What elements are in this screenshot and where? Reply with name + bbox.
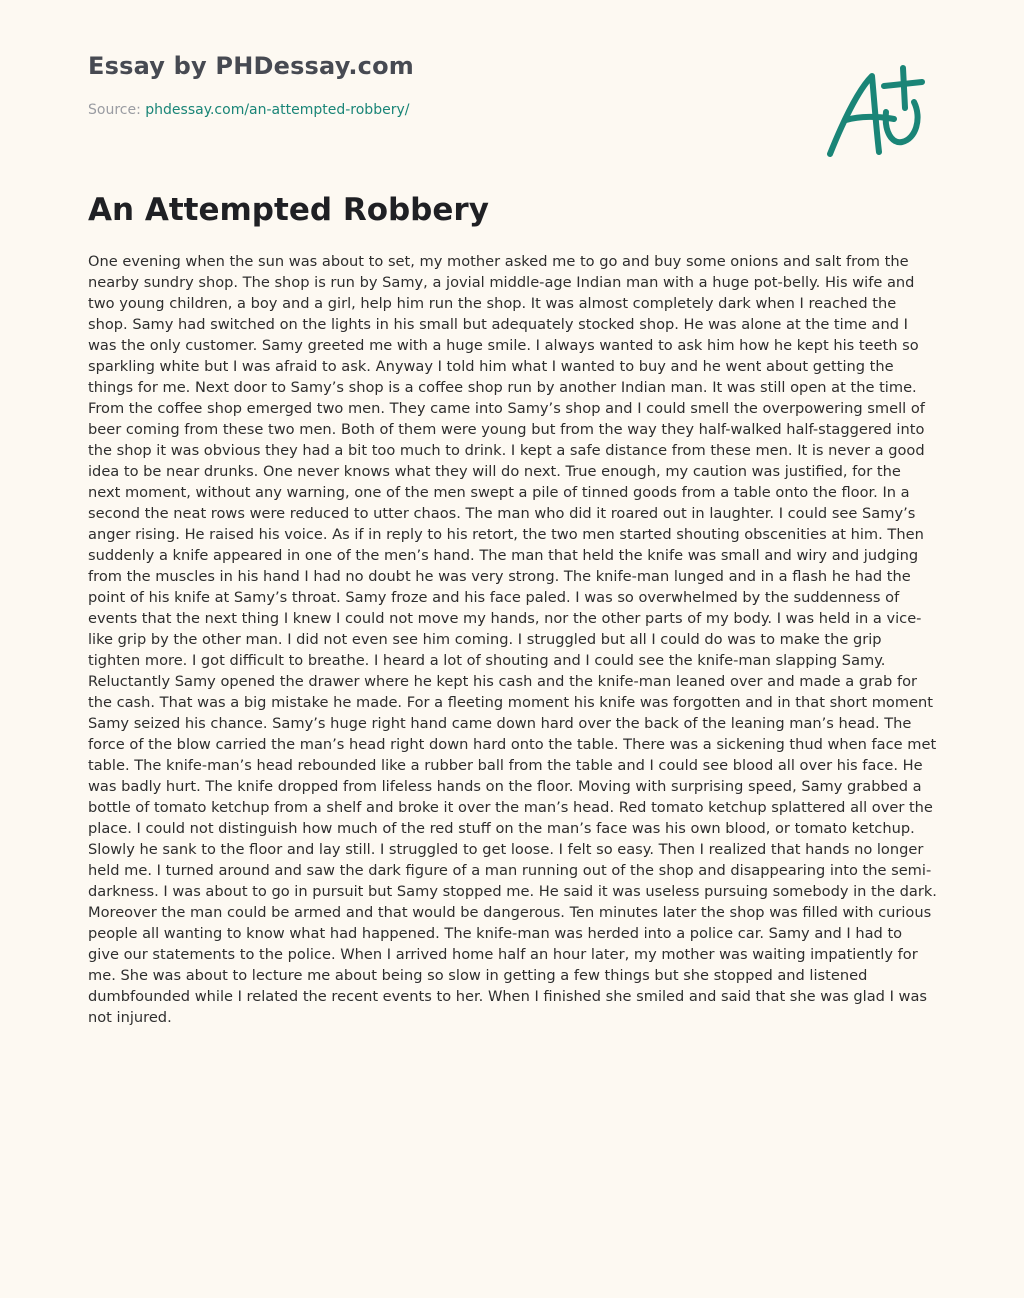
- essay-title: An Attempted Robbery: [88, 192, 489, 228]
- site-title: Essay by PHDessay.com: [88, 52, 414, 80]
- a-plus-logo-icon: [818, 62, 930, 162]
- source-line: [88, 100, 409, 120]
- source-link[interactable]: phdessay.com/an-attempted-robbery/: [145, 102, 410, 118]
- source-label: Source:: [88, 102, 146, 118]
- essay-body: One evening when the sun was about to set, my mother asked me to go and buy some onions and salt from the nearby sundry shop. The shop is run by Samy, a jovial middle-age Indian man with a huge pot-belly. His wife and two young children, a boy and a girl, help him run the shop. It was almost completely dark when I reached the shop. Samy had switched on the lights in his small but adequately stocked shop. He was alone at the time and I was the only customer. Samy greeted me with a huge smile. I always wanted to ask him how he kept his teeth so sparkling white but I was afraid to ask. Anyway I told him what I wanted to buy and he went about getting the things for me. Next door to Samy’s shop is a coffee shop run by another Indian man. It was still open at the time. From the coffee shop emerged two men. They came into Samy’s shop and I could smell the overpowering smell of beer coming from these two men. Both of them were young but from the way they half-walked half-staggered into the shop it was obvious they had a bit too much to drink. I kept a safe distance from these men. It is never a good idea to be near drunks. One never knows what they will do next. True enough, my caution was justified, for the next moment, without any warning, one of the men swept a pile of tinned goods from a table onto the floor. In a second the neat rows were reduced to utter chaos. The man who did it roared out in laughter. I could see Samy’s anger rising. He raised his voice. As if in reply to his retort, the two men started shouting obscenities at him. Then suddenly a knife appeared in one of the men’s hand. The man that held the knife was small and wiry and judging from the muscles in his hand I had no doubt he was very strong. The knife-man lunged and in a flash he had the point of his knife at Samy’s throat. Samy froze and his face paled. I was so overwhelmed by the suddenness of events that the next thing I knew I could not move my hands, nor the other parts of my body. I was held in a vice-like grip by the other man. I did not even see him coming. I struggled but all I could do was to make the grip tighten more. I got difficult to breathe. I heard a lot of shouting and I could see the knife-man slapping Samy. Reluctantly Samy opened the drawer where he kept his cash and the knife-man leaned over and made a grab for the cash. That was a big mistake he made. For a fleeting moment his knife was forgotten and in that short moment Samy seized his chance. Samy’s huge right hand came down hard over the back of the leaning man’s head. The force of the blow carried the man’s head right down hard onto the table. There was a sickening thud when face met table. The knife-man’s head rebounded like a rubber ball from the table and I could see blood all over his face. He was badly hurt. The knife dropped from lifeless hands on the floor. Moving with surprising speed, Samy grabbed a bottle of tomato ketchup from a shelf and broke it over the man’s head. Red tomato ketchup splattered all over the place. I could not distinguish how much of the red stuff on the man’s face was his own blood, or tomato ketchup. Slowly he sank to the floor and lay still. I struggled to get loose. I felt so easy. Then I realized that hands no longer held me. I turned around and saw the dark figure of a man running out of the shop and disappearing into the semi-darkness. I was about to go in pursuit but Samy stopped me. He said it was useless pursuing somebody in the dark. Moreover the man could be armed and that would be dangerous. Ten minutes later the shop was filled with curious people all wanting to know what had happened. The knife-man was herded into a police car. Samy and I had to give our statements to the police. When I arrived home half an hour later, my mother was waiting impatiently for me. She was about to lecture me about being so slow in getting a few things but she stopped and listened dumbfounded while I related the recent events to her. When I finished she smiled and said that she was glad I was not injured.: [88, 253, 937, 1026]
